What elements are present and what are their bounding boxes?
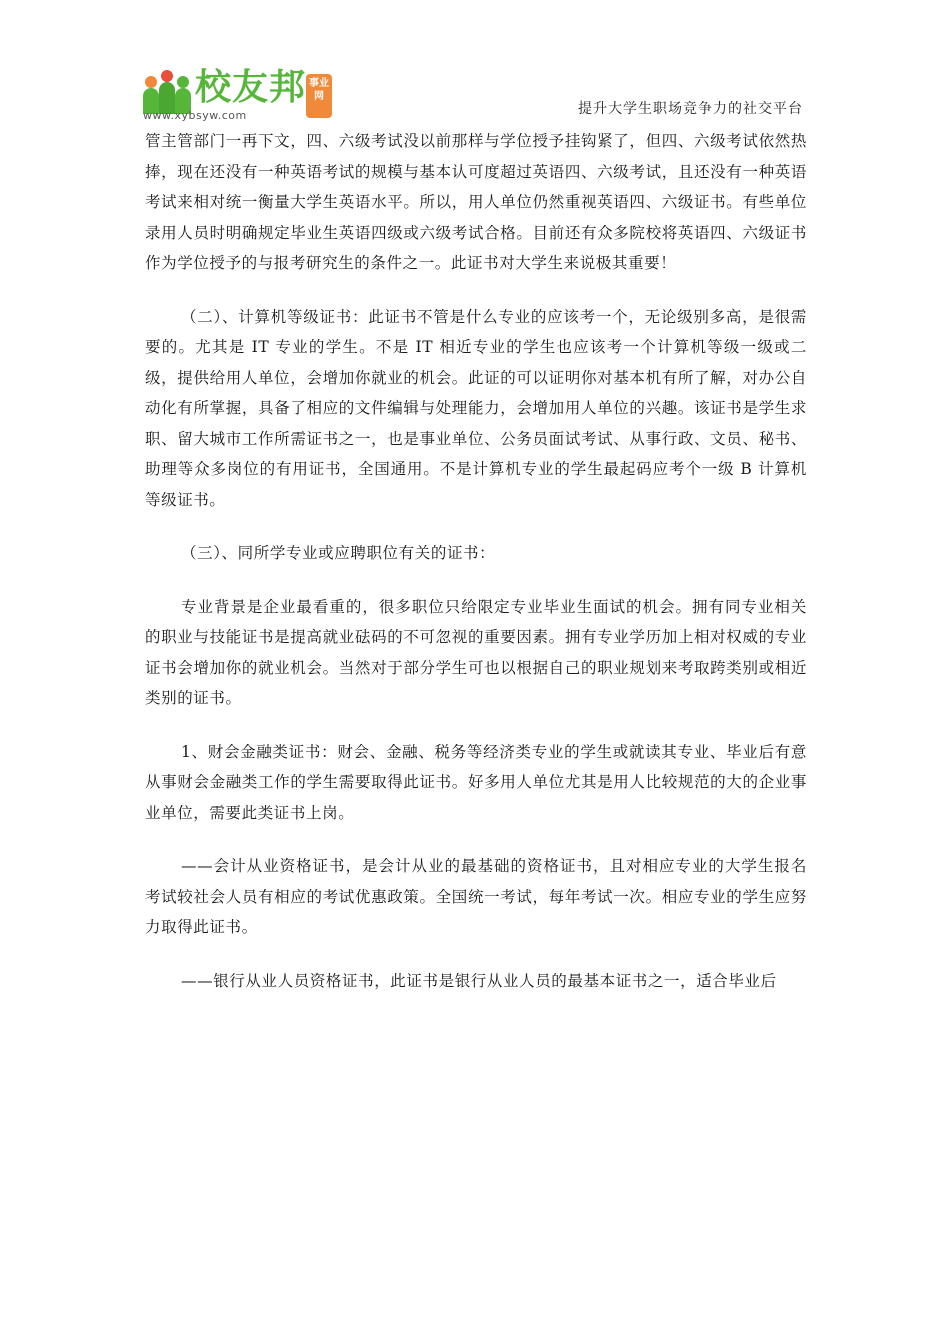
paragraph-english-cert: 管主管部门一再下文，四、六级考试没以前那样与学位授予挂钩紧了，但四、六级考试依然热捧，现在还没有一种英语考试的规模与基本认可度超过英语四、六级考试，且还没有一种英语考试来相对统一衡量大学生英语水平。所以，用人单位仍然重视英语四、六级证书。有些单位录用人员时明确规定毕业生英语四级或六级考试合格。目前还有众多院校将英语四、六级证书作为学位授予的与报考研究生的条件之一。此证书对大学生来说极其重要！ (145, 132, 807, 272)
paragraph-professional-background: 专业背景是企业最看重的，很多职位只给限定专业毕业生面试的机会。拥有同专业相关的职业与技能证书是提高就业砝码的不可忽视的重要因素。拥有专业学历加上相对权威的专业证书会增加你的就业机会。当然对于部分学生可也以根据自己的职业规划来考取跨类别或相近类别的证书。 (145, 597, 807, 707)
paragraph-computer-cert: （二）、计算机等级证书：此证书不管是什么专业的应该考一个，无论级别多高，是很需要的。尤其是 IT 专业的学生。不是 IT 相近专业的学生也应该考一个计算机等级一级或二级，提供给用人单位，会增加你就业的机会。此证的可以证明你对基本机有所了解，对办公自动化有所掌握，具备了相应的文件编辑与处理能力，会增加用人单位的兴趣。该证书是学生求职、留大城市工作所需证书之一，也是事业单位、公务员面试考试、从事行政、文员、秘书、助理等众多岗位的有用证书，全国通用。不是计算机专业的学生最起码应考个一级 B 计算机等级证书。 (145, 307, 807, 509)
page-header (0, 0, 950, 122)
logo-url: www.xybsyw.com (143, 109, 247, 122)
paragraph-banking-cert: ——银行从业人员资格证书，此证书是银行从业人员的最基本证书之一，适合毕业后 (181, 971, 777, 990)
header-slogan: 提升大学生职场竞争力的社交平台 (578, 101, 803, 117)
section-heading-professional-cert: （三）、同所学专业或应聘职位有关的证书： (181, 544, 496, 562)
document-body (145, 126, 807, 1019)
site-logo[interactable] (141, 66, 341, 126)
paragraph-finance-cert: 1、财会金融类证书：财会、金融、税务等经济类专业的学生或就读其专业、毕业后有意从事财会金融类工作的学生需要取得此证书。好多用人单位尤其是用人比较规范的大的企业事业单位，需要此类证书上岗。 (145, 742, 807, 822)
paragraph-accounting-cert: ——会计从业资格证书，是会计从业的最基础的资格证书，且对相应专业的大学生报名考试较社会人员有相应的考试优惠政策。全国统一考试，每年考试一次。相应专业的学生应努力取得此证书。 (145, 857, 807, 936)
logo-badge: 事业网 (306, 74, 332, 118)
logo-name: 校友邦 (195, 67, 307, 108)
